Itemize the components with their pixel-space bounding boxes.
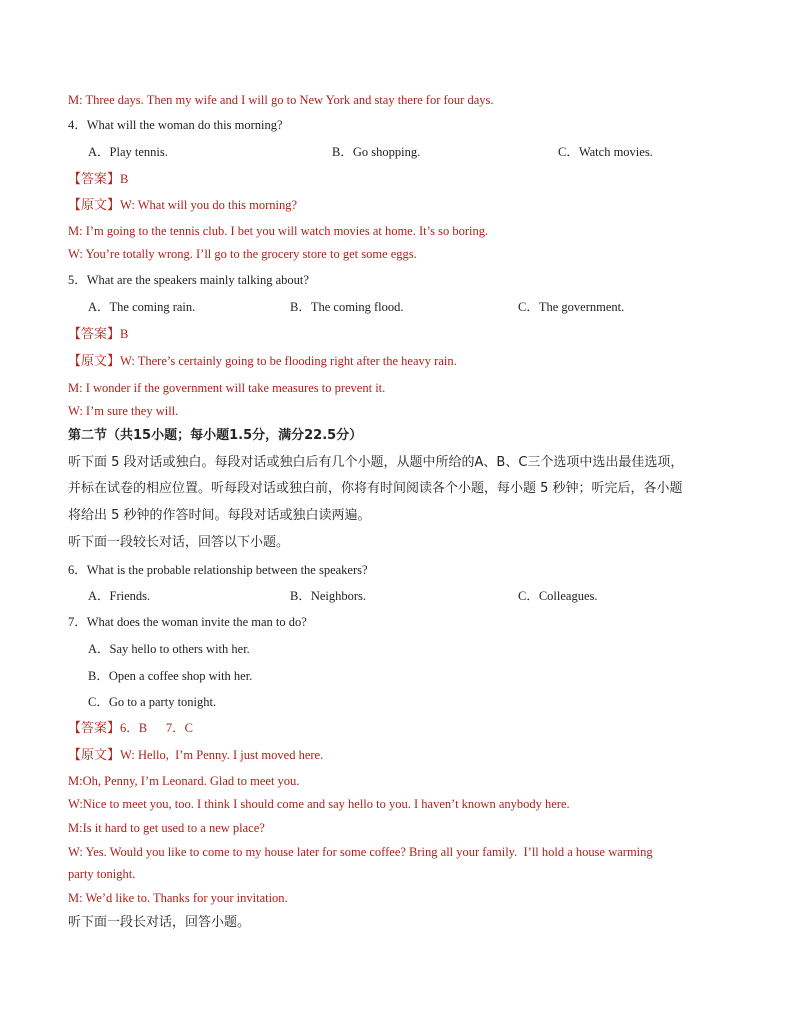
section-instructions-3: 将给出 5 秒钟的作答时间。每段对话或独白读两遍。 [68,508,371,523]
transcript-line: W: Hello, I’m Penny. I just moved here. [120,748,324,762]
q5-option-b: B．The coming flood. [290,300,404,314]
q67-transcript-w3: W: Yes. Would you like to come to my house later for some coffee? Bring all your family. I’ll hold a house warming [68,845,653,859]
q5-question: 5．What are the speakers mainly talking about? [68,273,309,287]
q4-option-c: C．Watch movies. [558,145,653,159]
q6-question: 6．What is the probable relationship between the speakers? [68,563,368,577]
transcript-tag: 【原文】 [68,748,121,763]
q67-answer [68,720,193,737]
answer-tag: 【答案】 [68,327,121,342]
q6-option-b: B．Neighbors. [290,589,367,603]
q4-transcript-w2: W: You’re totally wrong. I’ll go to the grocery store to get some eggs. [68,247,417,261]
q4-transcript-w1 [68,197,297,214]
q7-option-a: A．Say hello to others with her. [88,642,250,656]
q67-transcript-w1 [68,747,323,764]
q5-option-c: C．The government. [518,300,625,314]
answer-value: B [120,172,129,186]
listen-long-instruction: 听下面一段较长对话，回答以下小题。 [68,535,290,550]
answer-value: B [120,327,129,341]
transcript-line: W: There’s certainly going to be flooding right after the heavy rain. [120,354,457,368]
q7-option-b: B．Open a coffee shop with her. [88,669,253,683]
transcript-tag: 【原文】 [68,354,121,369]
section-instructions-2: 并标在试卷的相应位置。听每段对话或独白前，你将有时间阅读各个小题，每小题 5 秒钟；听完后，各小题 [68,481,683,496]
answer-tag: 【答案】 [68,172,121,187]
q6-option-a: A．Friends. [88,589,151,603]
q4-question: 4．What will the woman do this morning? [68,118,283,132]
q67-transcript-w2: W:Nice to meet you, too. I think I should come and say hello to you. I haven’t known anybody here. [68,797,570,811]
q67-transcript-w3-cont: party tonight. [68,867,136,881]
q5-option-a: A．The coming rain. [88,300,196,314]
q67-transcript-m1: M:Oh, Penny, I’m Leonard. Glad to meet you. [68,774,300,788]
q3-transcript-m: M: Three days. Then my wife and I will go to New York and stay there for four days. [68,93,494,107]
q4-answer [68,171,128,188]
q4-option-a: A．Play tennis. [88,145,168,159]
transcript-tag: 【原文】 [68,198,121,213]
answer-value: 6．B 7．C [120,721,193,735]
q6-option-c: C．Colleagues. [518,589,598,603]
transcript-line: W: What will you do this morning? [120,198,298,212]
q4-option-b: B．Go shopping. [332,145,421,159]
q5-transcript-w1 [68,353,457,370]
q4-transcript-m: M: I’m going to the tennis club. I bet you will watch movies at home. It’s so boring. [68,224,489,238]
q5-transcript-w2: W: I’m sure they will. [68,404,179,418]
q67-transcript-m2: M:Is it hard to get used to a new place? [68,821,265,835]
q7-question: 7．What does the woman invite the man to do? [68,615,307,629]
answer-tag: 【答案】 [68,721,121,736]
section-instructions-1: 听下面 5 段对话或独白。每段对话或独白后有几个小题，从题中所给的A、B、C三个选项中选出最佳选项， [68,455,684,470]
q67-transcript-m3: M: We’d like to. Thanks for your invitation. [68,891,288,905]
q5-transcript-m: M: I wonder if the government will take measures to prevent it. [68,381,386,395]
listen-next-instruction: 听下面一段长对话，回答小题。 [68,915,251,930]
section-heading: 第二节（共15小题；每小题1.5分，满分22.5分） [68,428,363,443]
q5-answer [68,326,128,343]
q7-option-c: C．Go to a party tonight. [88,695,217,709]
